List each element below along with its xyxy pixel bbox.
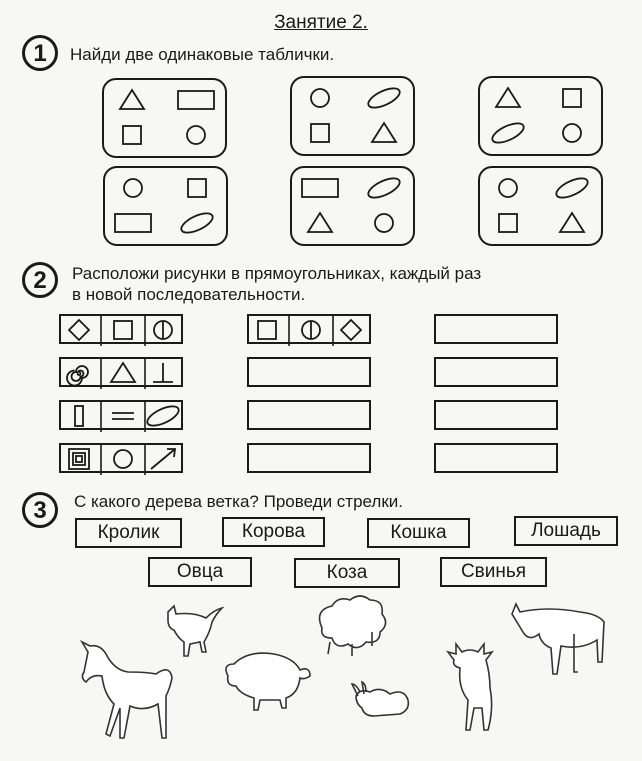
cat-outline-icon [168, 606, 222, 656]
ellipse-shape-icon [490, 119, 527, 146]
shape-card-5[interactable] [290, 166, 415, 246]
sequence-source-4 [59, 443, 183, 473]
circle-shape-icon [187, 126, 205, 144]
word-card[interactable]: Лошадь [514, 516, 618, 546]
rectangle-shape-icon [115, 214, 151, 232]
narrow-rectangle-symbol-icon [75, 406, 83, 426]
circle-shape-icon [499, 179, 517, 197]
sequence-source-1 [59, 314, 183, 344]
perpendicular-symbol-icon [153, 363, 173, 382]
circle-symbol-icon [114, 450, 132, 468]
ellipse-shape-icon [366, 84, 403, 111]
word-card[interactable]: Кролик [75, 518, 182, 548]
answer-box[interactable] [247, 400, 371, 430]
shape-card-6[interactable] [478, 166, 603, 246]
diamond-symbol-icon [341, 320, 361, 340]
nested-squares-symbol-icon [69, 449, 89, 469]
circle-shape-icon [124, 179, 142, 197]
triangle-symbol-icon [111, 363, 135, 382]
answer-box[interactable] [247, 357, 371, 387]
shape-card-2[interactable] [290, 76, 415, 156]
square-symbol-icon [114, 321, 132, 339]
sequence-source-3 [59, 400, 183, 430]
task-3-text: С какого дерева ветка? Проведи стрелки. [74, 492, 404, 511]
square-shape-icon [563, 89, 581, 107]
ellipse-shape-icon [554, 174, 591, 201]
rectangle-shape-icon [302, 179, 338, 197]
answer-box[interactable] [434, 357, 558, 387]
task-1-text: Найди две одинаковые таблички. [70, 45, 335, 64]
triangle-shape-icon [560, 213, 584, 232]
rectangle-shape-icon [178, 91, 214, 109]
task-number-2: 2 [22, 262, 58, 298]
task-2-text: Расположи рисунки в прямоугольниках, каждый раз в новой последовательности. [72, 264, 482, 304]
shape-card-3[interactable] [478, 76, 603, 156]
diamond-symbol-icon [69, 320, 89, 340]
triangle-shape-icon [496, 88, 520, 107]
cow-outline-icon [512, 604, 604, 674]
square-symbol-icon [258, 321, 276, 339]
answer-box[interactable] [247, 443, 371, 473]
task-number-3: 3 [22, 492, 58, 528]
circle-with-line-symbol-icon [302, 321, 320, 339]
circle-shape-icon [311, 89, 329, 107]
answer-box[interactable] [434, 400, 558, 430]
animal-outlines [0, 590, 642, 761]
double-line-symbol-icon [112, 413, 134, 419]
shape-card-4[interactable] [103, 166, 228, 246]
goat-outline-icon [448, 644, 492, 730]
shape-card-1[interactable] [102, 78, 227, 158]
sheep-outline-icon [320, 596, 386, 656]
word-card[interactable]: Свинья [440, 557, 547, 587]
triangle-shape-icon [120, 90, 144, 109]
answer-box[interactable] [434, 443, 558, 473]
sequence-source-2 [59, 357, 183, 387]
square-shape-icon [499, 214, 517, 232]
rabbit-outline-icon [352, 682, 408, 716]
triangle-shape-icon [308, 213, 332, 232]
spiral-symbol-icon [67, 366, 88, 386]
lesson-title: Занятие 2. [274, 12, 368, 33]
circle-with-line-symbol-icon [154, 321, 172, 339]
arrow-symbol-icon [151, 449, 175, 469]
ellipse-shape-icon [366, 174, 403, 201]
circle-shape-icon [375, 214, 393, 232]
answer-box[interactable] [434, 314, 558, 344]
sequence-example [247, 314, 371, 344]
circle-shape-icon [563, 124, 581, 142]
square-shape-icon [188, 179, 206, 197]
word-card[interactable]: Овца [148, 557, 252, 587]
triangle-shape-icon [372, 123, 396, 142]
square-shape-icon [123, 126, 141, 144]
square-shape-icon [311, 124, 329, 142]
word-card[interactable]: Коза [294, 558, 400, 588]
horse-outline-icon [82, 642, 172, 738]
ellipse-symbol-icon [145, 402, 182, 429]
word-card[interactable]: Корова [222, 517, 325, 547]
pig-outline-icon [226, 653, 310, 710]
task-number-1: 1 [22, 35, 58, 71]
word-card[interactable]: Кошка [367, 518, 470, 548]
ellipse-shape-icon [179, 209, 216, 236]
